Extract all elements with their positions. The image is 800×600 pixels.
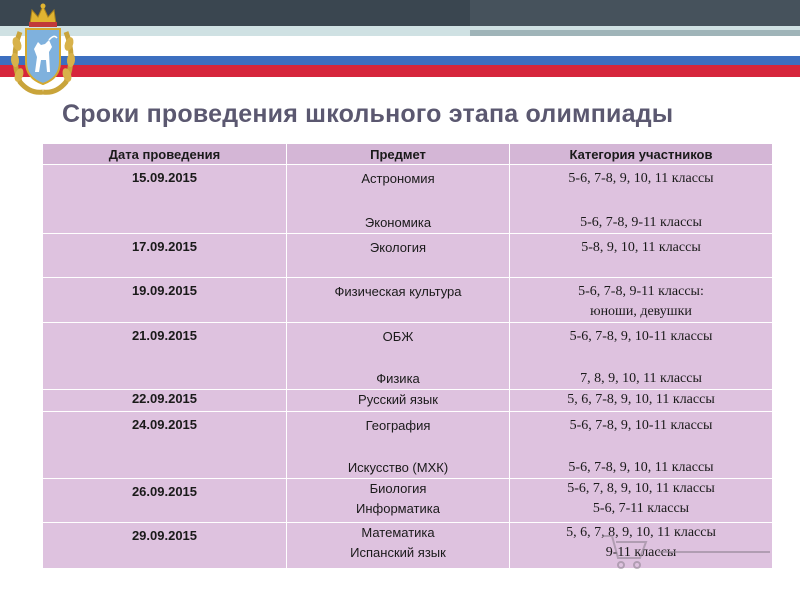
subject-cell bbox=[287, 165, 510, 234]
table-row bbox=[43, 234, 773, 278]
date-cell: 26.09.2015 bbox=[43, 479, 287, 523]
cart-watermark-icon bbox=[598, 528, 778, 572]
category-text: юноши, девушки bbox=[590, 304, 692, 319]
subject-cell bbox=[287, 479, 510, 523]
subject-cell bbox=[287, 390, 510, 412]
subject-text: Астрономия bbox=[361, 171, 435, 186]
column-header-subject: Предмет bbox=[287, 144, 510, 165]
subject-cell bbox=[287, 412, 510, 479]
date-cell: 19.09.2015 bbox=[43, 278, 287, 323]
category-text: 5, 6, 7-8, 9, 10, 11 классы bbox=[567, 392, 715, 407]
subject-text: Экология bbox=[369, 240, 427, 255]
table-row bbox=[43, 278, 773, 323]
category-text: 5-8, 9, 10, 11 классы bbox=[581, 240, 701, 255]
category-text: 5-6, 7-8, 9, 10, 11 классы bbox=[568, 460, 714, 475]
date-cell: 29.09.2015 bbox=[43, 523, 287, 569]
subject-text: Испанский язык bbox=[350, 545, 446, 560]
header-dark-bar-accent bbox=[470, 0, 800, 28]
subject-text: Математика bbox=[361, 525, 435, 540]
subject-text: Физическая культура bbox=[334, 284, 462, 299]
subject-cell bbox=[287, 278, 510, 323]
category-cell bbox=[510, 165, 773, 234]
date-cell: 22.09.2015 bbox=[43, 390, 287, 412]
table-row bbox=[43, 165, 773, 234]
category-cell bbox=[510, 390, 773, 412]
category-text: 5-6, 7-8, 9, 10, 11 классы bbox=[568, 171, 714, 186]
subject-text: Искусство (МХК) bbox=[347, 460, 449, 475]
category-text: 5-6, 7-8, 9, 10-11 классы bbox=[569, 418, 713, 433]
subject-cell bbox=[287, 323, 510, 390]
category-text: 5-6, 7-11 классы bbox=[592, 501, 690, 516]
date-cell: 21.09.2015 bbox=[43, 323, 287, 390]
category-cell bbox=[510, 234, 773, 278]
column-header-category: Категория участников bbox=[510, 144, 773, 165]
subject-text: Экономика bbox=[364, 215, 432, 230]
subject-cell bbox=[287, 234, 510, 278]
subject-text: Биология bbox=[369, 481, 427, 496]
table-row bbox=[43, 479, 773, 523]
category-text: 5, 6, 7, 8, 9, 10, 11 классы bbox=[566, 525, 716, 540]
category-text: 5-6, 7-8, 9-11 классы bbox=[580, 215, 702, 230]
category-cell bbox=[510, 412, 773, 479]
subject-text: Русский язык bbox=[358, 392, 438, 407]
samara-coat-of-arms-icon bbox=[8, 2, 78, 98]
subject-text: География bbox=[365, 418, 431, 433]
olympiad-schedule-table bbox=[42, 143, 773, 569]
subject-text: Физика bbox=[376, 371, 420, 386]
date-cell: 15.09.2015 bbox=[43, 165, 287, 234]
table-header-row bbox=[43, 144, 773, 165]
subject-text: Информатика bbox=[356, 501, 440, 516]
table-row bbox=[43, 323, 773, 390]
date-cell: 24.09.2015 bbox=[43, 412, 287, 479]
category-text: 5-6, 7-8, 9-11 классы: bbox=[578, 284, 704, 299]
category-cell bbox=[510, 278, 773, 323]
flag-red-stripe bbox=[0, 65, 800, 77]
subject-cell bbox=[287, 523, 510, 569]
subject-text: ОБЖ bbox=[382, 329, 414, 344]
category-text: 7, 8, 9, 10, 11 классы bbox=[580, 371, 702, 386]
flag-blue-stripe bbox=[0, 56, 800, 65]
category-cell bbox=[510, 479, 773, 523]
date-cell: 17.09.2015 bbox=[43, 234, 287, 278]
table-row bbox=[43, 412, 773, 479]
page-title: Сроки проведения школьного этапа олимпиады bbox=[62, 100, 674, 128]
category-text: 5-6, 7, 8, 9, 10, 11 классы bbox=[567, 481, 715, 496]
column-header-date: Дата проведения bbox=[43, 144, 287, 165]
header-white-stripe bbox=[0, 36, 800, 56]
category-text: 5-6, 7-8, 9, 10-11 классы bbox=[569, 329, 713, 344]
category-cell bbox=[510, 323, 773, 390]
category-text: 9-11 классы bbox=[605, 545, 677, 560]
table-row bbox=[43, 390, 773, 412]
